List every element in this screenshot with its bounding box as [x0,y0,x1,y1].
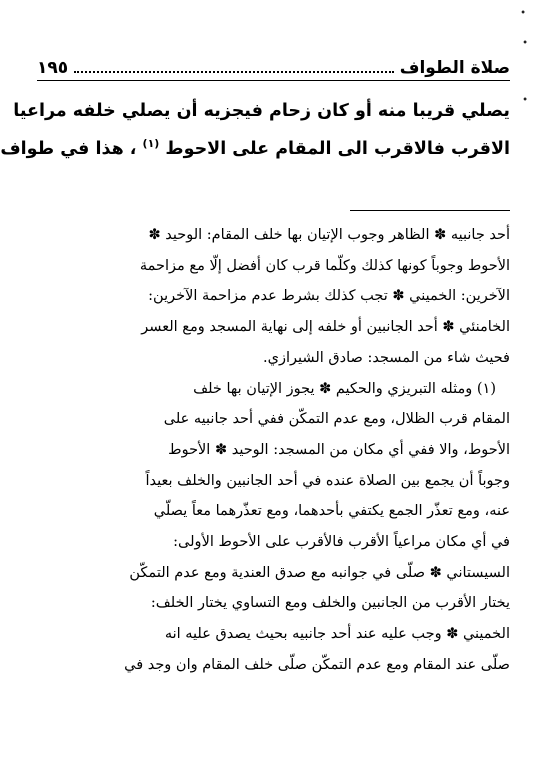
footnote-line: فحيث شاء من المسجد: صادق الشيرازي. [263,349,510,366]
footnote-reference[interactable]: (١) [142,137,160,151]
main-body-text [0,92,510,168]
running-header [37,48,510,78]
running-title: صلاة الطواف [399,58,510,78]
footnote-line: الأحوط، والا ففي أي مكان من المسجد: الوحيد ✽ الأحوط [168,441,510,458]
footnote-line: صلّى عند المقام ومع عدم التمكّن صلّى خلف المقام وان وجد في [124,656,510,673]
footnote-line: المقام قرب الظلال، ومع عدم التمكّن ففي أحد جانبيه على [163,411,510,428]
header-rule [37,80,510,81]
footnote-line: (١) ومثله التبريزي والحكيم ✽ يجوز الإتيان بها خلف [193,380,496,397]
footnote-line: الخميني ✽ وجب عليه عند أحد جانبيه بحيث يصدق عليه انه [164,626,510,643]
footnote-separator [350,210,510,211]
footnotes-section [37,220,510,681]
page-number: ١٩٥ [37,58,69,78]
main-line [0,130,510,168]
footnote-line: السيستاني ✽ صلّى في جوانبه مع صدق العندية ومع عدم التمكّن [129,564,510,581]
main-line: يصلي قريبا منه أو كان زحام فيجزيه أن يصلي خلفه مراعيا [13,101,510,121]
footnote-line: الخامنئي ✽ أحد الجانبين أو خلفه إلى نهاية المسجد ومع العسر [141,319,510,336]
main-line-text: ، هذا في طواف [0,139,137,159]
dotted-leader [74,71,394,73]
footnote-line: يختار الأقرب من الجانبين والخلف ومع التساوي يختار الخلف: [150,595,510,612]
footnote-line: الآخرين: الخميني ✽ تجب كذلك بشرط عدم مزاحمة الآخرين: [148,288,510,305]
footnote-line: في أي مكان مراعياً الأقرب فالأقرب على الأحوط الأولى: [173,534,510,551]
scan-mark: • [522,38,528,49]
footnote-line: وجوباً أن يجمع بين الصلاة عنده في أحد الجانبين والخلف بعيداً [145,472,510,489]
footnote-line: أحد جانبيه ✽ الظاهر وجوب الإتيان بها خلف المقام: الوحيد ✽ [148,227,510,243]
footnote-line: عنه، ومع تعذّر الجمع يكتفي بأحدهما، ومع تعذّرهما معاً يصلّي [153,503,510,520]
footnote-line: الأحوط وجوباً كونها كذلك وكلّما قرب كان أفضل إلّا مع مزاحمة [139,257,510,274]
scan-mark: • [522,95,528,106]
main-line-text: الاقرب فالاقرب الى المقام على الاحوط [165,139,510,159]
scan-mark: • [520,8,526,19]
